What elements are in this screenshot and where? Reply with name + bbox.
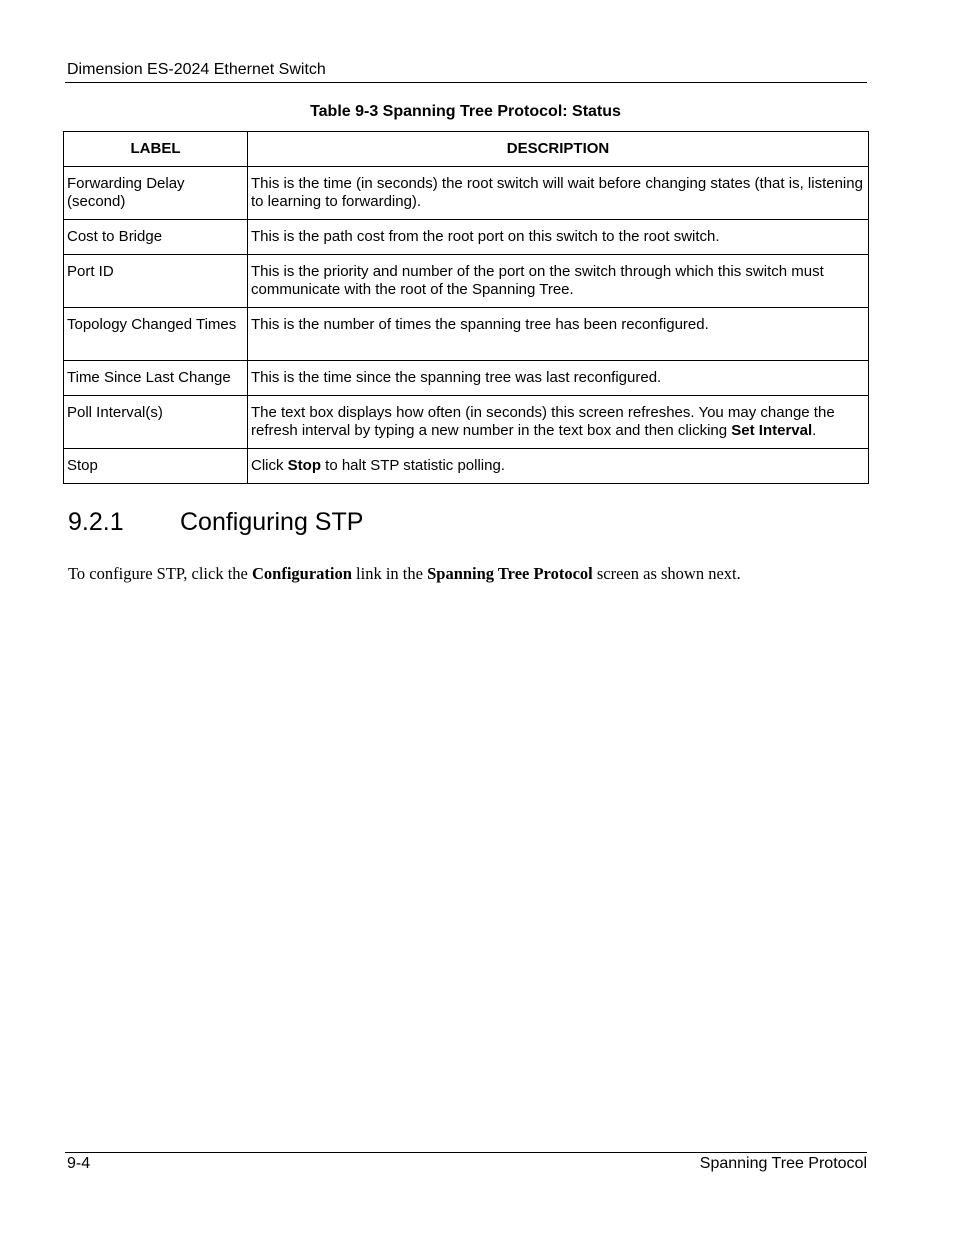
row-description	[248, 449, 869, 484]
row-description: This is the time since the spanning tree was last reconfigured.	[248, 361, 869, 396]
paragraph-text: To configure STP, click the	[68, 564, 252, 583]
chapter-title: Spanning Tree Protocol	[699, 1155, 867, 1172]
row-label: Cost to Bridge	[64, 220, 248, 255]
column-header-label: LABEL	[64, 132, 248, 167]
page-footer	[67, 1154, 867, 1174]
table-row	[64, 255, 869, 308]
section-title: Configuring STP	[180, 508, 364, 536]
column-header-description: DESCRIPTION	[248, 132, 869, 167]
header-divider	[65, 82, 867, 83]
table-row	[64, 396, 869, 449]
description-text: The text box displays how often (in seconds) this screen refreshes. You may change the refresh interval by typing a new number in the text box and then clicking	[251, 404, 835, 439]
row-description	[248, 396, 869, 449]
row-description: This is the path cost from the root port on this switch to the root switch.	[248, 220, 869, 255]
row-description: This is the time (in seconds) the root switch will wait before changing states (that is, listening to learning to forwarding).	[248, 167, 869, 220]
table-row	[64, 361, 869, 396]
row-label: Forwarding Delay (second)	[64, 167, 248, 220]
row-description: This is the number of times the spanning tree has been reconfigured.	[248, 308, 869, 361]
description-text: Click	[251, 457, 288, 474]
description-text: .	[812, 422, 817, 439]
table-row	[64, 449, 869, 484]
paragraph-bold: Configuration	[251, 564, 352, 583]
row-label: Stop	[64, 449, 248, 484]
section-heading	[68, 506, 363, 538]
row-label: Topology Changed Times	[64, 308, 248, 361]
paragraph-text: screen as shown next.	[592, 564, 741, 583]
table-row	[64, 167, 869, 220]
table-caption: Table 9-3 Spanning Tree Protocol: Status	[310, 103, 621, 120]
description-text: to halt STP statistic polling.	[321, 457, 505, 474]
description-bold: Set Interval	[731, 422, 813, 439]
table-header-row	[64, 132, 869, 167]
table-row	[64, 220, 869, 255]
row-label: Port ID	[64, 255, 248, 308]
table-row	[64, 308, 869, 361]
row-label: Time Since Last Change	[64, 361, 248, 396]
body-paragraph	[68, 563, 868, 585]
paragraph-bold: Spanning Tree Protocol	[427, 564, 593, 583]
footer-divider	[65, 1152, 867, 1153]
row-description: This is the priority and number of the port on the switch through which this switch must communicate with the root of the Spanning Tree.	[248, 255, 869, 308]
row-label: Poll Interval(s)	[64, 396, 248, 449]
description-bold: Stop	[287, 457, 321, 474]
page-header: Dimension ES-2024 Ethernet Switch	[67, 61, 326, 78]
page-number: 9-4	[67, 1155, 91, 1172]
status-table	[63, 131, 869, 484]
section-number: 9.2.1	[68, 508, 124, 536]
paragraph-text: link in the	[351, 564, 428, 583]
